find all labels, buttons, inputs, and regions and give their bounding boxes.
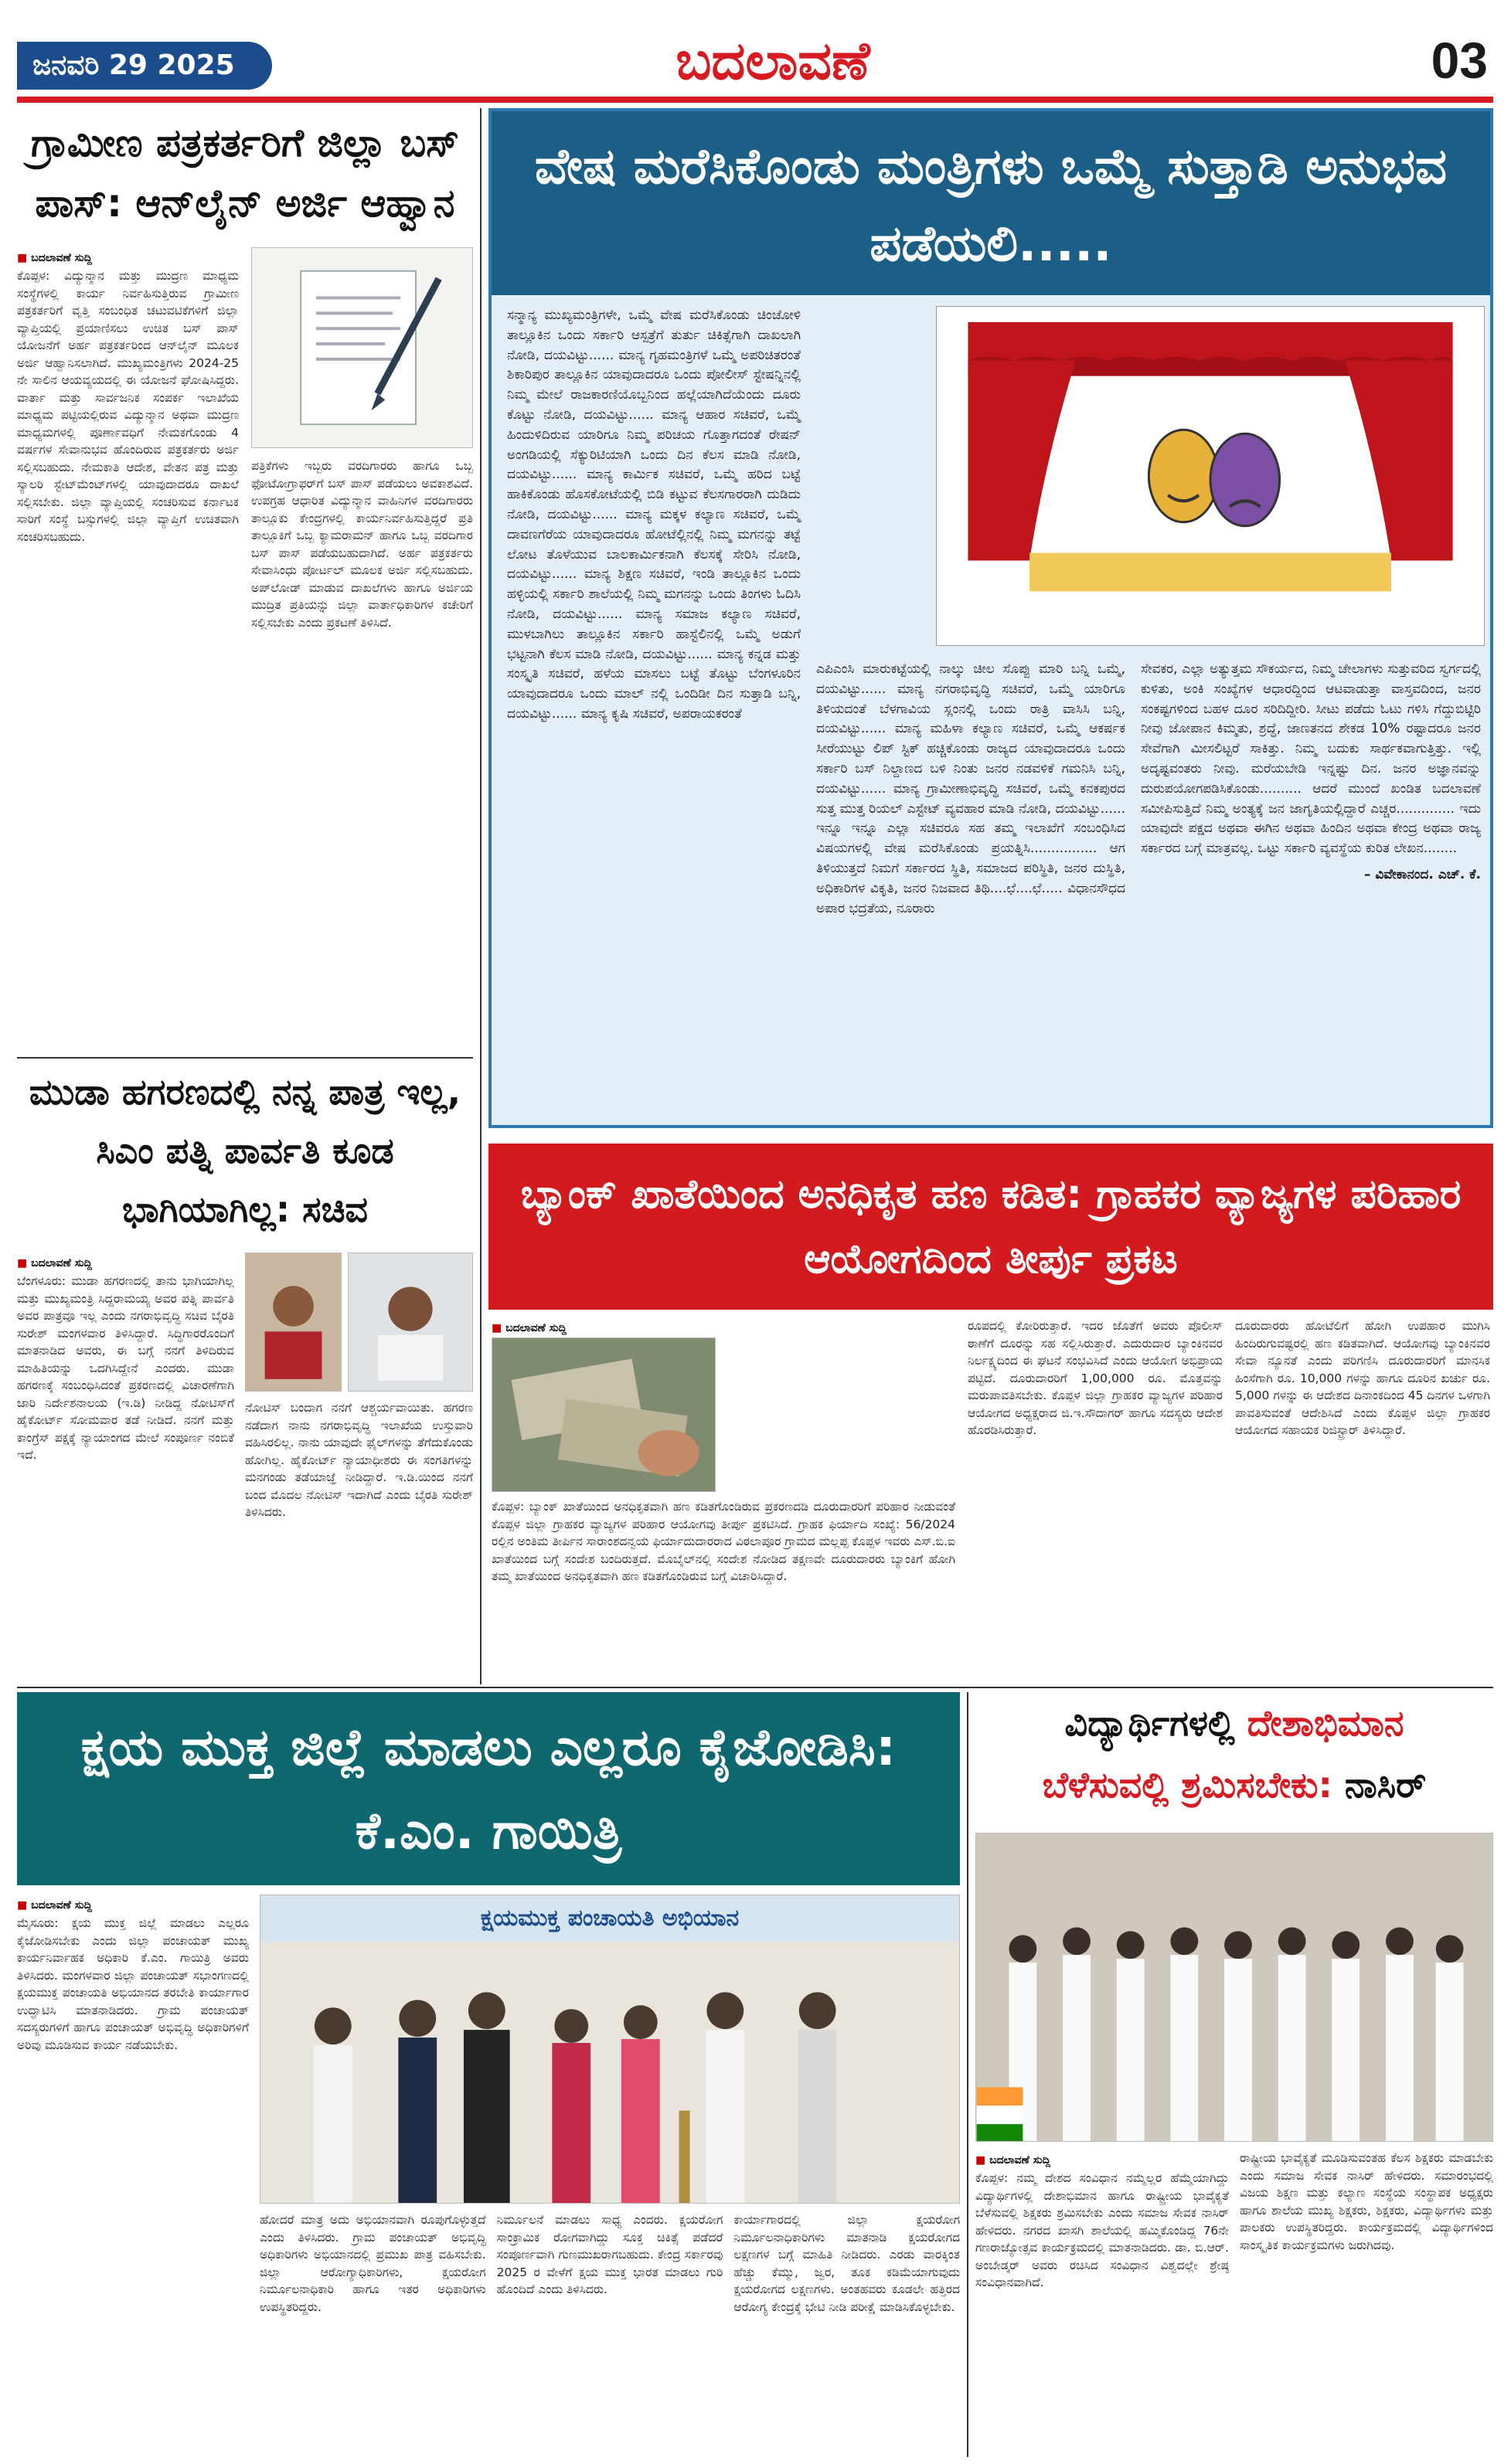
- story-column: ದೂರುದಾರರು ಹೋಟೆಲಿಗೆ ಹೋಗಿ ಉಪಹಾರ ಮುಗಿಸಿ ಹಿಂದಿರುಗುವಷ್ಟರಲ್ಲಿ ಹಣ ಕಡಿತವಾಗಿದೆ. ಆಯೋಗವು ಬ್ಯಾಂಕಿನವರ ಸೇವಾ ನ್ಯೂನತೆ ಎಂದು ಪರಿಗಣಿಸಿ ದೂರುದಾರರಿಗೆ ಮಾನಸಿಕ ಹಿಂಸೆಗಾಗಿ ರೂ. 10,000 ಗಳನ್ನು ಹಾಗೂ ದೂರಿನ ಖರ್ಚು ರೂ. 5,000 ಗಳನ್ನು ಈ ಆದೇಶದ ದಿನಾಂಕದಿಂದ 45 ದಿನಗಳ ಒಳಗಾಗಿ ಪಾವತಿಸುವಂತೆ ಆದೇಶಿಸಿದೆ ಎಂದು ಕೊಪ್ಪಳ ಜಿಲ್ಲಾ ಗ್ರಾಹಕರ ಆಯೋಗದ ಸಹಾಯಕ ರಿಜಿಸ್ಟ್ರಾರ್ ತಿಳಿಸಿದ್ದಾರೆ.: [1235, 1319, 1490, 1437]
- story-bank: [488, 1144, 1493, 1684]
- feature-opinion-box: [488, 108, 1493, 1128]
- story-column: [260, 1895, 960, 2316]
- story-body: ಮೈಸೂರು: ಕ್ಷಯ ಮುಕ್ತ ಜಿಲ್ಲೆ ಮಾಡಲು ಎಲ್ಲರೂ ಕೈಜೋಡಿಸಬೇಕು ಎಂದು ಜಿಲ್ಲಾ ಪಂಚಾಯತ್ ಮುಖ್ಯ ಕಾರ್ಯನಿರ್ವಾಹಕ ಅಧಿಕಾರಿ ಕೆ.ಎಂ. ಗಾಯಿತ್ರಿ ಅವರು ತಿಳಿಸಿದರು. ಮಂಗಳವಾರ ಜಿಲ್ಲಾ ಪಂಚಾಯತ್ ಸಭಾಂಗಣದಲ್ಲಿ ಕ್ಷಯಮುಕ್ತ ಪಂಚಾಯತಿ ಅಭಿಯಾನದ ತರಬೇತಿ ಕಾರ್ಯಾಗಾರ ಉದ್ಘಾಟಿಸಿ ಮಾತನಾಡಿದರು. ಗ್ರಾಮ ಪಂಚಾಯತ್ ಸದಸ್ಯರುಗಳಿಗೆ ಹಾಗೂ ಪಂಚಾಯತ್ ಅಭಿವೃದ್ಧಿ ಅಧಿಕಾರಿಗಳಿಗೆ ಅರಿವು ಮೂಡಿಸುವ ಕಾರ್ಯ ನಡೆಯಬೇಕು.: [17, 1916, 249, 2052]
- byline: ■ ಬದಲಾವಣೆ ಸುದ್ದಿ: [492, 1322, 955, 1334]
- header-rule: [17, 97, 1493, 103]
- feature-column-3-text: ಸೇವಕರ, ಎಲ್ಲಾ ಅತ್ಯುತ್ತಮ ಸೌಕರ್ಯದ, ನಿಮ್ಮ ಚೇಲಾಗಳು ಸುತ್ತುವರಿದ ಸ್ವರ್ಗದಲ್ಲಿ ಕುಳಿತು, ಅಂಕಿ ಸಂಖ್ಯೆಗಳ ಆಧಾರದ್ದಿಂದ ಆಟವಾಡುತ್ತಾ ವಾಸ್ತವದಿಂದ, ಜನರ ಸಂಕಷ್ಟಗಳಿಂದ ಬಹಳ ದೂರ ಸರಿದಿದ್ದೀರಿ. ಸೀಟು ಪಡೆದು ಓಟು ಗಳಿಸಿ ಗೆದ್ದುಬಿಟ್ಟಿರಿ ನೀವು ಜೋಪಾನ ಕಿಮ್ಮತು, ಶ್ರದ್ಧೆ, ಜಾಣತನದ ಶೇಕಡ 10% ರಷ್ಟಾದರೂ ಜನರ ಸೇವೆಗಾಗಿ ಮೀಸಲಿಟ್ಟರೆ ಸಾಕಿತ್ತು. ನಿಮ್ಮ ಬದುಕು ಸಾರ್ಥಕವಾಗುತ್ತಿತ್ತು. ಇಲ್ಲಿ ಅದೃಷ್ಟವಂತರು ನೀವು. ಮರೆಯಬೇಡಿ ಇನ್ನಷ್ಟು ದಿನ. ಜನರ ಅಜ್ಞಾನವನ್ನು ದುರುಪಯೋಗಪಡಿಸಿಕೊಂಡು.......... ಆದರೆ ಮುಂದೆ ಖಂಡಿತ ಬದಲಾವಣೆ ಸಮೀಪಿಸುತ್ತಿದೆ ನಿಮ್ಮ ಅಂತ್ಯಕ್ಕೆ ಜನ ಜಾಗೃತಿಯಲ್ಲಿದ್ದಾರೆ ಎಚ್ಚರ.............. ಇದು ಯಾವುದೇ ಪಕ್ಷದ ಅಥವಾ ಈಗಿನ ಅಥವಾ ಹಿಂದಿನ ಅಥವಾ ಕೇಂದ್ರ ಅಥವಾ ರಾಜ್ಯ ಸರ್ಕಾರದ ಬಗ್ಗೆ ಮಾತ್ರವಲ್ಲ. ಒಟ್ಟು ಸರ್ಕಾರಿ ವ್ಯವಸ್ಥೆಯ ಕುರಿತ ಲೇಖನ........: [1141, 661, 1481, 857]
- story-patriotism: [975, 1692, 1493, 2457]
- headline-part: ಬೆಳೆಸುವಲ್ಲಿ ಶ್ರಮಿಸಬೇಕು:: [1042, 1764, 1345, 1806]
- byline: ■ ಬದಲಾವಣೆ ಸುದ್ದಿ: [17, 252, 239, 264]
- photo-minister: [348, 1252, 473, 1392]
- headline-part: ನಾಸಿರ್: [1344, 1764, 1427, 1806]
- story-column: [17, 247, 239, 631]
- story-headline: [975, 1692, 1493, 1816]
- feature-column-1: ಸನ್ಮಾನ್ಯ ಮುಖ್ಯಮಂತ್ರಿಗಳೇ, ಒಮ್ಮೆ ವೇಷ ಮರೆಸಿಕೊಂಡು ಚಿಂಚೋಳಿ ತಾಲ್ಲೂಕಿನ ಒಂದು ಸರ್ಕಾರಿ ಆಸ್ಪತ್ರೆಗೆ ತುರ್ತು ಚಿಕಿತ್ಸೆಗಾಗಿ ದಾಖಲಾಗಿ ನೋಡಿ, ದಯವಿಟ್ಟು...... ಮಾನ್ಯ ಗೃಹಮಂತ್ರಿಗಳೆ ಒಮ್ಮೆ ಅಪರಿಚಿತರಂತೆ ಶಿಕಾರಿಪುರ ತಾಲ್ಲೂಕಿನ ಯಾವುದಾದರೂ ಒಂದು ಪೋಲೀಸ್ ಸ್ಟೇಷನ್ನಿನಲ್ಲಿ ನಿಮ್ಮ ಮೇಲೆ ರಾಜಕಾರಣಿಯೊಬ್ಬನಿಂದ ಹಲ್ಲೆಯಾಗಿದೆಯೆಂದು ದೂರು ಕೊಟ್ಟು ನೋಡಿ, ದಯವಿಟ್ಟು...... ಮಾನ್ಯ ಆಹಾರ ಸಚಿವರೆ, ಒಮ್ಮೆ ಹಿಂದುಳಿದಿರುವ ಯಾರಿಗೂ ನಿಮ್ಮ ಪರಿಚಯ ಗೊತ್ತಾಗದಂತೆ ರೇಷನ್ ಅಂಗಡಿಯಲ್ಲಿ ಸೆಕ್ಯುರಿಟಿಯಾಗಿ ಒಂದು ದಿನ ಕೆಲಸ ಮಾಡಿ ನೋಡಿ, ದಯವಿಟ್ಟು...... ಮಾನ್ಯ ಕಾರ್ಮಿಕ ಸಚಿವರೆ, ಒಮ್ಮೆ ಹರಿದ ಬಟ್ಟೆ ಹಾಕಿಕೊಂಡು ಹೊಸಕೋಟೆಯಲ್ಲಿ ಬಿಡಿ ಕಟ್ಟುವ ಕೆಲಸಗಾರರಾಗಿ ದುಡಿದು ನೋಡಿ, ದಯವಿಟ್ಟು...... ಮಾನ್ಯ ಮಕ್ಕಳ ಕಲ್ಯಾಣ ಸಚಿವರೆ, ಒಮ್ಮೆ ದಾವಣಗೆರೆಯ ಯಾವುದಾದರೂ ಹೋಟೆಲ್ಲಿನಲ್ಲಿ ನಿಮ್ಮ ಮಗನನ್ನು ತಟ್ಟೆ ಲೋಟ ತೊಳೆಯುವ ಬಾಲಕಾರ್ಮಿಕನಾಗಿ ಕೆಲಸಕ್ಕೆ ಸೇರಿಸಿ ನೋಡಿ, ದಯವಿಟ್ಟು...... ಮಾನ್ಯ ಶಿಕ್ಷಣ ಸಚಿವರೆ, ಇಂಡಿ ತಾಲ್ಲೂಕಿನ ಒಂದು ಹಳ್ಳಿಯಲ್ಲಿ ಸರ್ಕಾರಿ ಶಾಲೆಯಲ್ಲಿ ನಿಮ್ಮ ಮಗನನ್ನು ಒಂದು ತಿಂಗಳು ಓದಿಸಿ ನೋಡಿ, ದಯವಿಟ್ಟು...... ಮಾನ್ಯ ಸಮಾಜ ಕಲ್ಯಾಣ ಸಚಿವರೆ, ಮುಳಬಾಗಿಲು ತಾಲ್ಲೂಕಿನ ಸರ್ಕಾರಿ ಹಾಸ್ಟೆಲಿನಲ್ಲಿ ಒಮ್ಮೆ ಅಡುಗೆ ಭಟ್ಟನಾಗಿ ಕೆಲಸ ಮಾಡಿ ನೋಡಿ, ದಯವಿಟ್ಟು...... ಮಾನ್ಯ ಕನ್ನಡ ಮತ್ತು ಸಂಸ್ಕೃತಿ ಸಚಿವರೆ, ಹಳೆಯ ಮಾಸಲು ಬಟ್ಟೆ ತೊಟ್ಟು ಬೆಂಗಳೂರಿನ ಯಾವುದಾದರೂ ಒಂದು ಮಾಲ್ ನಲ್ಲಿ ಒಂದಿಡೀ ದಿನ ಸುತ್ತಾಡಿ ಬನ್ನಿ, ದಯವಿಟ್ಟು...... ಮಾನ್ಯ ಕೃಷಿ ಸಚಿವರೆ, ಅಪರಾಯಕರಂತೆ: [507, 308, 801, 722]
- story-body: ಹೋದರೆ ಮಾತ್ರ ಅದು ಅಭಿಯಾನವಾಗಿ ರೂಪುಗೊಳ್ಳುತ್ತದೆ ಎಂದು ತಿಳಿಸಿದರು. ಗ್ರಾಮ ಪಂಚಾಯತ್ ಅಭಿವೃದ್ಧಿ ಅಧಿಕಾರಿಗಳು ಅಭಿಯಾನದಲ್ಲಿ ಪ್ರಮುಖ ಪಾತ್ರ ವಹಿಸಬೇಕು. ಜಿಲ್ಲಾ ಆರೋಗ್ಯಾಧಿಕಾರಿಗಳು, ಕ್ಷಯರೋಗ ನಿರ್ಮೂಲನಾಧಿಕಾರಿ ಹಾಗೂ ಇತರ ಅಧಿಕಾರಿಗಳು ಉಪಸ್ಥಿತರಿದ್ದರು.: [260, 2213, 486, 2314]
- story-body: ಕೊಪ್ಪಳ: ನಮ್ಮ ದೇಶದ ಸಂವಿಧಾನ ನಮ್ಮೆಲ್ಲರ ಹೆಮ್ಮೆಯಾಗಿದ್ದು ವಿದ್ಯಾರ್ಥಿಗಳಲ್ಲಿ ದೇಶಾಭಿಮಾನ ಹಾಗೂ ರಾಷ್ಟ್ರೀಯ ಭಾವೈಕ್ಯತೆ ಬೆಳೆಸುವಲ್ಲಿ ಶಿಕ್ಷಕರು ಶ್ರಮಿಸಬೇಕು ಎಂದು ಸಮಾಜ ಸೇವಕ ನಾಸಿರ್ ಹೇಳಿದರು. ನಗರದ ಖಾಸಗಿ ಶಾಲೆಯಲ್ಲಿ ಹಮ್ಮಿಕೊಂಡಿದ್ದ 76ನೇ ಗಣರಾಜ್ಯೋತ್ಸವ ಕಾರ್ಯಕ್ರಮದಲ್ಲಿ ಮಾತನಾಡಿದರು. ಡಾ. ಬಿ.ಆರ್. ಅಂಬೇಡ್ಕರ್ ಅವರು ರಚಿಸಿದ ಸಂವಿಧಾನ ವಿಶ್ವದಲ್ಲೇ ಶ್ರೇಷ್ಠ ಸಂವಿಧಾನವಾಗಿದೆ.: [975, 2171, 1229, 2289]
- byline: ■ ಬದಲಾವಣೆ ಸುದ್ದಿ: [975, 2154, 1229, 2167]
- story-body: ಕೊಪ್ಪಳ: ವಿದ್ಯುನ್ಮಾನ ಮತ್ತು ಮುದ್ರಣ ಮಾಧ್ಯಮ ಸಂಸ್ಥೆಗಳಲ್ಲಿ ಕಾರ್ಯ ನಿರ್ವಹಿಸುತ್ತಿರುವ ಗ್ರಾಮೀಣ ಪತ್ರಕರ್ತರಿಗೆ ವೃತ್ತಿ ಸಂಬಂಧಿತ ಚಟುವಟಿಕೆಗಳಿಗೆ ಜಿಲ್ಲಾ ವ್ಯಾಪ್ತಿಯಲ್ಲಿ ಪ್ರಯಾಣಿಸಲು ಉಚಿತ ಬಸ್ ಪಾಸ್ ಯೋಜನೆಗೆ ಅರ್ಹ ಪತ್ರಕರ್ತರಿಂದ ಆನ್‌ಲೈನ್ ಮೂಲಕ ಅರ್ಜಿ ಆಹ್ವಾನಿಸಲಾಗಿದೆ. ಮುಖ್ಯಮಂತ್ರಿಗಳು 2024-25 ನೇ ಸಾಲಿನ ಆಯವ್ಯಯದಲ್ಲಿ ಈ ಯೋಜನೆ ಘೋಷಿಸಿದ್ದರು. ವಾರ್ತಾ ಮತ್ತು ಸಾರ್ವಜನಿಕ ಸಂಪರ್ಕ ಇಲಾಖೆಯ ಮಾಧ್ಯಮ ಪಟ್ಟಿಯಲ್ಲಿರುವ ವಿದ್ಯುನ್ಮಾನ ಅಥವಾ ಮುದ್ರಣ ಮಾಧ್ಯಮಗಳಲ್ಲಿ ಪೂರ್ಣಾವಧಿಗೆ ನೇಮಕಗೊಂಡು 4 ವರ್ಷಗಳ ಸೇವಾನುಭವ ಹೊಂದಿರುವ ಪತ್ರಕರ್ತರು ಅರ್ಜಿ ಸಲ್ಲಿಸಬಹುದು. ನೇಮಕಾತಿ ಆದೇಶ, ವೇತನ ಪತ್ರ ಮತ್ತು ಸ್ಯಾಲರಿ ಸ್ಟೇಟ್‌ಮೆಂಟ್‌ಗಳಲ್ಲಿ ಯಾವುದಾದರೂ ದಾಖಲೆ ಸಲ್ಲಿಸಬೇಕು. ಜಿಲ್ಲಾ ವ್ಯಾಪ್ತಿಯಲ್ಲಿ ಸಂಚರಿಸುವ ಕರ್ನಾಟಕ ಸಾರಿಗೆ ಸಂಸ್ಥೆ ಬಸ್ಸುಗಳಲ್ಲಿ ಜಿಲ್ಲಾ ವ್ಯಾಪ್ತಿಗೆ ಉಚಿತವಾಗಿ ಸಂಚರಿಸಬಹುದು.: [17, 269, 239, 544]
- story-body: ನಿರ್ಮೂಲನೆ ಮಾಡಲು ಸಾಧ್ಯ ಎಂದರು. ಕ್ಷಯರೋಗ ಸಾಂಕ್ರಾಮಿಕ ರೋಗವಾಗಿದ್ದು ಸೂಕ್ತ ಚಿಕಿತ್ಸೆ ಪಡೆದರೆ ಸಂಪೂರ್ಣವಾಗಿ ಗುಣಮುಖರಾಗಬಹುದು. ಕೇಂದ್ರ ಸರ್ಕಾರವು 2025 ರ ವೇಳೆಗೆ ಕ್ಷಯ ಮುಕ್ತ ಭಾರತ ಮಾಡಲು ಗುರಿ ಹೊಂದಿದೆ ಎಂದು ತಿಳಿಸಿದರು.: [496, 2213, 723, 2296]
- section-divider: [17, 1057, 473, 1059]
- story-column: [492, 1317, 955, 1585]
- story-headline: ಕ್ಷಯ ಮುಕ್ತ ಜಿಲ್ಲೆ ಮಾಡಲು ಎಲ್ಲರೂ ಕೈಜೋಡಿಸಿ: ಕೆ.ಎಂ. ಗಾಯಿತ್ರಿ: [17, 1692, 960, 1885]
- story-muda: [17, 1062, 473, 1661]
- feature-headline: ವೇಷ ಮರೆಸಿಕೊಂಡು ಮಂತ್ರಿಗಳು ಒಮ್ಮೆ ಸುತ್ತಾಡಿ ಅನುಭವ ಪಡೆಯಲಿ.....: [492, 111, 1490, 295]
- story-body: ಕೊಪ್ಪಳ: ಬ್ಯಾಂಕ್ ಖಾತೆಯಿಂದ ಅನಧಿಕೃತವಾಗಿ ಹಣ ಕಡಿತಗೊಂಡಿರುವ ಪ್ರಕರಣದಡಿ ದೂರುದಾರರಿಗೆ ಪರಿಹಾರ ನೀಡುವಂತೆ ಕೊಪ್ಪಳ ಜಿಲ್ಲಾ ಗ್ರಾಹಕರ ವ್ಯಾಜ್ಯಗಳ ಪರಿಹಾರ ಆಯೋಗವು ತೀರ್ಪು ಪ್ರಕಟಿಸಿದೆ. ಗ್ರಾಹಕ ಫಿರ್ಯಾದಿ ಸಂಖ್ಯೆ: 56/2024 ರಲ್ಲಿನ ಅಂತಿಮ ತೀರ್ಪಿನ ಸಾರಾಂಶದನ್ವಯ ಫಿರ್ಯಾದುದಾರರಾದ ವಿಠಲಾಪೂರ ಗ್ರಾಮದ ಮಲ್ಲಪ್ಪ ಕೊಪ್ಪಳ ಇವರು ಎಸ್.ಬಿ.ಐ ಖಾತೆಯಿಂದ ಬಗ್ಗೆ ಸಂದೇಶ ಬಂದಿರುತ್ತದೆ. ಮೊಬೈಲ್‌ನಲ್ಲಿ ಸಂದೇಶ ನೋಡಿದ ತಕ್ಷಣವೇ ದೂರುದಾರರು ಬ್ಯಾಂಕಿಗೆ ಹೋಗಿ ತಮ್ಮ ಖಾತೆಯಿಂದ ಅನಧಿಕೃತವಾಗಿ ಹಣ ಕಡಿತಗೊಂಡಿರುವ ಬಗ್ಗೆ ವಿಚಾರಿಸಿದ್ದಾರೆ.: [492, 1500, 955, 1583]
- story-column: [251, 247, 473, 631]
- story-tb-free: [17, 1692, 960, 2457]
- photo-event-lamp-lighting: [260, 1895, 960, 2204]
- story-body: ಕಾರ್ಯಾಗಾರದಲ್ಲಿ ಜಿಲ್ಲಾ ಕ್ಷಯರೋಗ ನಿರ್ಮೂಲನಾಧಿಕಾರಿಗಳು ಮಾತನಾಡಿ ಕ್ಷಯರೋಗದ ಲಕ್ಷಣಗಳ ಬಗ್ಗೆ ಮಾಹಿತಿ ನೀಡಿದರು. ಎರಡು ವಾರಕ್ಕಿಂತ ಹೆಚ್ಚು ಕೆಮ್ಮು, ಜ್ವರ, ತೂಕ ಕಡಿಮೆಯಾಗುವುದು ಕ್ಷಯರೋಗದ ಲಕ್ಷಣಗಳು. ಅಂತಹವರು ಕೂಡಲೇ ಹತ್ತಿರದ ಆರೋಗ್ಯ ಕೇಂದ್ರಕ್ಕೆ ಭೇಟಿ ನೀಡಿ ಪರೀಕ್ಷೆ ಮಾಡಿಸಿಕೊಳ್ಳಬೇಕು.: [733, 2213, 961, 2314]
- story-headline: ಗ್ರಾಮೀಣ ಪತ್ರಕರ್ತರಿಗೆ ಜಿಲ್ಲಾ ಬಸ್ ಪಾಸ್: ಆನ್‌ಲೈನ್ ಅರ್ಜಿ ಆಹ್ವಾನ: [31, 121, 459, 226]
- date-tab: ಜನವರಿ 29 2025: [17, 42, 272, 90]
- feature-column-3: [1141, 660, 1481, 885]
- story-column: ರೂಪದಲ್ಲಿ ಕೋರಿರುತ್ತಾರೆ. ಇದರ ಜೊತೆಗೆ ಅವರು ಪೊಲೀಸ್ ಠಾಣೆಗೆ ದೂರನ್ನು ಸಹ ಸಲ್ಲಿಸಿರುತ್ತಾರೆ. ಎದುರುದಾರ ಬ್ಯಾಂಕಿನವರ ನಿರ್ಲಕ್ಷ್ಯದಿಂದ ಈ ಘಟನೆ ಸಂಭವಿಸಿದೆ ಎಂದು ಆಯೋಗ ಅಭಿಪ್ರಾಯ ಪಟ್ಟಿದೆ. ದೂರುದಾರರಿಗೆ 1,00,000 ರೂ. ಮೊತ್ತವನ್ನು ಮರುಪಾವತಿಸಬೇಕು. ಕೊಪ್ಪಳ ಜಿಲ್ಲಾ ಗ್ರಾಹಕರ ವ್ಯಾಜ್ಯಗಳ ಪರಿಹಾರ ಆಯೋಗದ ಅಧ್ಯಕ್ಷರಾದ ಜಿ.ಇ.ಸೌದಾಗರ್ ಹಾಗೂ ಸದಸ್ಯರು ಆದೇಶ ಹೊರಡಿಸಿರುತ್ತಾರೆ.: [968, 1319, 1223, 1437]
- story-headline: ಮುಡಾ ಹಗರಣದಲ್ಲಿ ನನ್ನ ಪಾತ್ರ ಇಲ್ಲ, ಸಿಎಂ ಪತ್ನಿ ಪಾರ್ವತಿ ಕೂಡ ಭಾಗಿಯಾಗಿಲ್ಲ: ಸಚಿವ: [29, 1071, 461, 1230]
- story-bus-pass: [17, 108, 473, 1051]
- page-number: 03: [1431, 32, 1488, 89]
- document-pen-illustration: [251, 247, 473, 448]
- byline: ■ ಬದಲಾವಣೆ ಸುದ್ದಿ: [17, 1257, 234, 1269]
- column-divider: [967, 1692, 968, 2457]
- photo-cash-counting: [492, 1337, 716, 1492]
- event-banner: ಕ್ಷಯಮುಕ್ತ ಪಂಚಾಯತಿ ಅಭಿಯಾನ: [260, 1895, 959, 1942]
- story-body: ಬೆಂಗಳೂರು: ಮುಡಾ ಹಗರಣದಲ್ಲಿ ತಾನು ಭಾಗಿಯಾಗಿಲ್ಲ ಮತ್ತು ಮುಖ್ಯಮಂತ್ರಿ ಸಿದ್ದರಾಮಯ್ಯ ಅವರ ಪತ್ನಿ ಪಾರ್ವತಿ ಅವರ ಪಾತ್ರವೂ ಇಲ್ಲ ಎಂದು ನಗರಾಭಿವೃದ್ಧಿ ಸಚಿವ ಬೈರತಿ ಸುರೇಶ್ ಮಂಗಳವಾರ ತಿಳಿಸಿದ್ದಾರೆ. ಸಿದ್ಧಿಗಾರರೊಂದಿಗೆ ಮಾತನಾಡಿದ ಅವರು, ಈ ಬಗ್ಗೆ ನನಗೆ ತಿಳಿದಿರುವ ಮಾಹಿತಿಯನ್ನು ಒದಗಿಸಿದ್ದೇನೆ ಎಂದರು. ಮುಡಾ ಹಗರಣಕ್ಕೆ ಸಂಬಂಧಿಸಿದಂತೆ ಪ್ರಕರಣದಲ್ಲಿ ವಿಚಾರಣೆಗಾಗಿ ಜಾರಿ ನಿರ್ದೇಶನಾಲಯ (ಇ.ಡಿ) ನೀಡಿದ್ದ ನೋಟಿಸ್‌ಗೆ ಹೈಕೋರ್ಟ್ ಸೋಮವಾರ ತಡೆ ನೀಡಿದೆ. ನನಗೆ ಮತ್ತು ಕಾಂಗ್ರೆಸ್ ಪಕ್ಷಕ್ಕೆ ನ್ಯಾಯಾಂಗದ ಮೇಲೆ ಸಂಪೂರ್ಣ ನಂಬಿಕೆ ಇದೆ.: [17, 1274, 234, 1462]
- photo-woman: [245, 1252, 342, 1392]
- story-headline: ಬ್ಯಾಂಕ್ ಖಾತೆಯಿಂದ ಅನಧಿಕೃತ ಹಣ ಕಡಿತ: ಗ್ರಾಹಕರ ವ್ಯಾಜ್ಯಗಳ ಪರಿಹಾರ ಆಯೋಗದಿಂದ ತೀರ್ಪು ಪ್ರಕಟ: [488, 1144, 1493, 1310]
- feature-column-2: ಎಪಿಎಂಸಿ ಮಾರುಕಟ್ಟೆಯಲ್ಲಿ ನಾಲ್ಕು ಚೀಲ ಸೊಪ್ಪು ಮಾರಿ ಬನ್ನಿ ಒಮ್ಮೆ, ದಯವಿಟ್ಟು...... ಮಾನ್ಯ ನಗರಾಭಿವೃದ್ಧಿ ಸಚಿವರೆ, ಒಮ್ಮೆ ಯಾರಿಗೂ ತಿಳಿಯದಂತೆ ಬೆಳಗಾವಿಯ ಸ್ಲಂನಲ್ಲಿ ಒಂದು ರಾತ್ರಿ ವಾಸಿಸಿ ಬನ್ನಿ, ದಯವಿಟ್ಟು...... ಮಾನ್ಯ ಮಹಿಳಾ ಕಲ್ಯಾಣ ಸಚಿವರೆ, ಒಮ್ಮೆ ಆಕರ್ಷಕ ಸೀರೆಯುಟ್ಟು ಲಿಪ್ ಸ್ಟಿಕ್ ಹಚ್ಚಿಕೊಂಡು ರಾಜ್ಯದ ಯಾವುದಾದರೂ ಒಂದು ಸರ್ಕಾರಿ ಬಸ್ ನಿಲ್ದಾಣದ ಬಳಿ ನಿಂತು ಜನರ ನಡವಳಿಕೆ ಗಮನಿಸಿ ಬನ್ನಿ, ದಯವಿಟ್ಟು...... ಮಾನ್ಯ ಗ್ರಾಮೀಣಾಭಿವೃದ್ಧಿ ಸಚಿವರೆ, ಒಮ್ಮೆ ಕನಕಪುರದ ಸುತ್ತ ಮುತ್ತ ರಿಯಲ್ ಎಸ್ಟೇಟ್ ವ್ಯವಹಾರ ಮಾಡಿ ನೋಡಿ, ದಯವಿಟ್ಟು...... ಇನ್ನೂ ಇನ್ನೂ ಎಲ್ಲಾ ಸಚಿವರೂ ಸಹ ತಮ್ಮ ಇಲಾಖೆಗೆ ಸಂಬಂಧಿಸಿದ ವಿಷಯಗಳಲ್ಲಿ ವೇಷ ಮರೆಸಿಕೊಂಡು ಪ್ರಯತ್ನಿಸಿ................ ಆಗ ತಿಳಿಯುತ್ತದೆ ನಿಮಗೆ ಸರ್ಕಾರದ ಸ್ಥಿತಿ, ಸಮಾಜದ ಪರಿಸ್ಥಿತಿ, ಜನರ ದುಸ್ಥಿತಿ, ಅಧಿಕಾರಿಗಳ ವಿಕೃತಿ, ಜನರ ನಿಜವಾದ ತಿಥಿ....ಛೆ....ಛೆ..... ವಿಧಾನಸೌಧದ ಅಪಾರ ಭದ್ರತೆಯ, ನೂರಾರು: [816, 661, 1125, 916]
- story-column: [975, 2150, 1229, 2292]
- story-column: [245, 1252, 473, 1521]
- story-body: ಪತ್ರಿಕೆಗಳು ಇಬ್ಬರು ವರದಿಗಾರರು ಹಾಗೂ ಒಬ್ಬ ಫೋಟೋಗ್ರಾಫರ್‌ಗೆ ಬಸ್ ಪಾಸ್ ಪಡೆಯಲು ಅವಕಾಶವಿದೆ. ಉಪಗ್ರಹ ಆಧಾರಿತ ವಿದ್ಯುನ್ಮಾನ ವಾಹಿನಿಗಳ ವರದಿಗಾರರು ತಾಲ್ಲೂಕು ಕೇಂದ್ರಗಳಲ್ಲಿ ಕಾರ್ಯನಿರ್ವಹಿಸುತ್ತಿದ್ದರೆ ಪ್ರತಿ ತಾಲ್ಲೂಕಿಗೆ ಒಬ್ಬ ಕ್ಯಾಮರಾಮನ್ ಹಾಗೂ ಒಬ್ಬ ವರದಿಗಾರ ಬಸ್ ಪಾಸ್ ಪಡೆಯಬಹುದಾಗಿದೆ. ಅರ್ಹ ಪತ್ರಕರ್ತರು ಸೇವಾಸಿಂಧು ಪೋರ್ಟಲ್ ಮೂಲಕ ಅರ್ಜಿ ಸಲ್ಲಿಸಬಹುದು. ಅಪ್‌ಲೋಡ್ ಮಾಡುವ ದಾಖಲೆಗಳು ಹಾಗೂ ಅರ್ಜಿಯ ಮುದ್ರಿತ ಪ್ರತಿಯನ್ನು ಜಿಲ್ಲಾ ವಾರ್ತಾಧಿಕಾರಿಗಳ ಕಚೇರಿಗೆ ಸಲ್ಲಿಸಬೇಕು ಎಂದು ಪ್ರಕಟಣೆ ತಿಳಿಸಿದೆ.: [251, 459, 473, 630]
- masthead: ಬದಲಾವಣೆ: [676, 31, 870, 92]
- story-column: [17, 1252, 234, 1521]
- byline: ■ ಬದಲಾವಣೆ ಸುದ್ದಿ: [17, 1899, 249, 1912]
- feature-author: – ವಿವೇಕಾನಂದ. ಎಚ್. ಕೆ.: [1363, 866, 1481, 882]
- photo-republic-day-group: [975, 1833, 1493, 2142]
- section-divider: [17, 1687, 1493, 1688]
- story-column: ರಾಷ್ಟ್ರೀಯ ಭಾವೈಕ್ಯತೆ ಮೂಡಿಸುವಂತಹ ಕೆಲಸ ಶಿಕ್ಷಕರು ಮಾಡಬೇಕು ಎಂದು ಸಮಾಜ ಸೇವಕ ನಾಸಿರ್ ಹೇಳಿದರು. ಸಮಾರಂಭದಲ್ಲಿ ವಿಜಯ ಶಿಕ್ಷಣ ಮತ್ತು ಕಲ್ಯಾಣ ಸಂಸ್ಥೆಯ ಸಂಸ್ಥಾಪಕ ಅಧ್ಯಕ್ಷರು ಹಾಗೂ ಶಾಲೆಯ ಮುಖ್ಯ ಶಿಕ್ಷಕರು, ಶಿಕ್ಷಕರು, ವಿದ್ಯಾರ್ಥಿಗಳು ಮತ್ತು ಪಾಲಕರು ಉಪಸ್ಥಿತರಿದ್ದರು. ಕಾರ್ಯಕ್ರಮದಲ್ಲಿ ವಿದ್ಯಾರ್ಥಿಗಳಿಂದ ಸಾಂಸ್ಕೃತಿಕ ಕಾರ್ಯಕ್ರಮಗಳು ಜರುಗಿದವು.: [1240, 2151, 1493, 2252]
- headline-part: ದೇಶಾಭಿಮಾನ: [1247, 1702, 1404, 1744]
- story-body: ನೋಟಿಸ್ ಬಂದಾಗ ನನಗೆ ಆಶ್ಚರ್ಯವಾಯಿತು. ಹಗರಣ ನಡೆದಾಗ ನಾನು ನಗರಾಭಿವೃದ್ಧಿ ಇಲಾಖೆಯ ಉಸ್ತುವಾರಿ ವಹಿಸಿರಲಿಲ್ಲ. ನಾನು ಯಾವುದೇ ಫೈಲ್‌ಗಳನ್ನು ತೆಗೆದುಕೊಂಡು ಹೋಗಿಲ್ಲ. ಹೈಕೋರ್ಟ್ ನ್ಯಾಯಾಧೀಶರು ಈ ಸಂಗತಿಗಳನ್ನು ಮನಗಂಡು ತಡೆಯಾಜ್ಞೆ ನೀಡಿದ್ದಾರೆ. ಇ.ಡಿ.ಯಿಂದ ನನಗೆ ಬಂದ ಮೊದಲ ನೋಟಿಸ್ ಇದಾಗಿದೆ ಎಂದು ಬೈರತಿ ಸುರೇಶ್ ತಿಳಿಸಿದರು.: [244, 1401, 473, 1519]
- headline-part: ವಿದ್ಯಾರ್ಥಿಗಳಲ್ಲಿ: [1064, 1702, 1247, 1744]
- story-column: [17, 1895, 249, 2316]
- theatre-curtain-illustration: [936, 306, 1485, 646]
- column-divider: [480, 108, 482, 1684]
